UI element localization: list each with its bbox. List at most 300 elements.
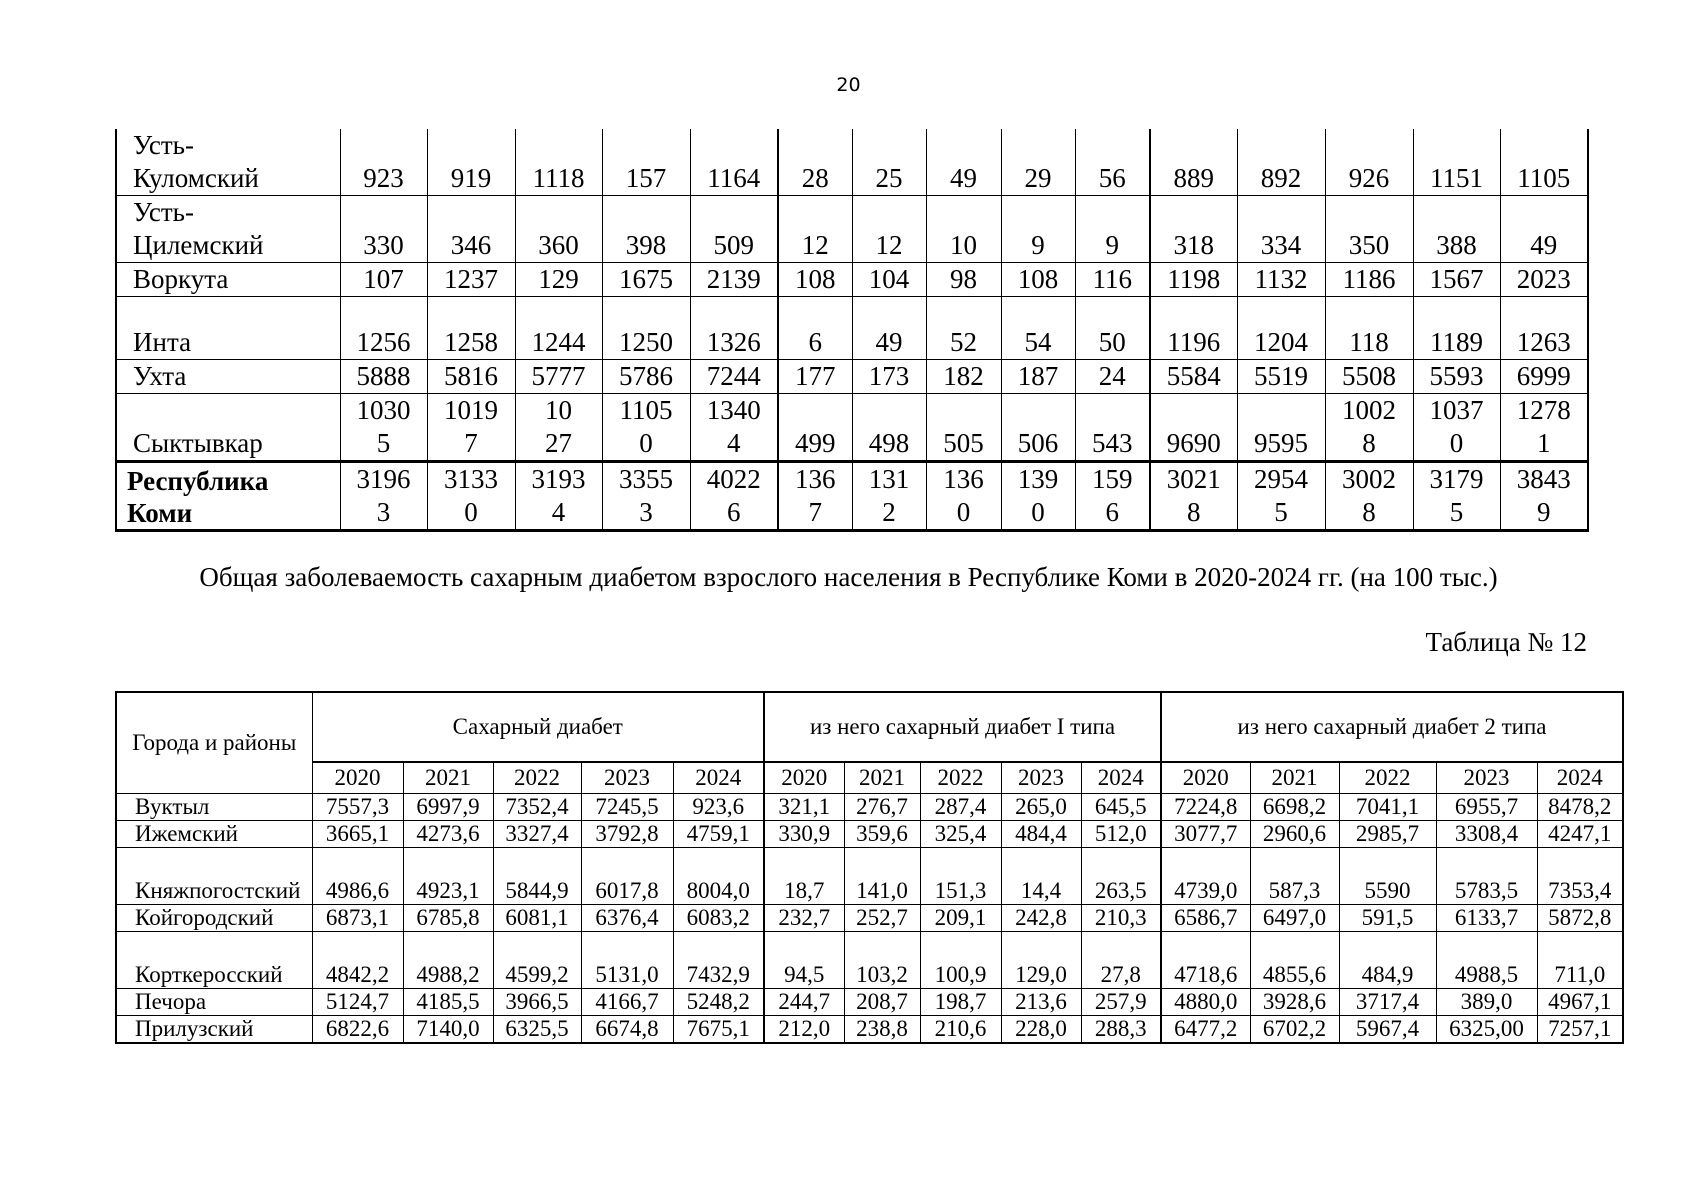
table-cell: 6698,2 <box>1250 794 1339 821</box>
cell-value: 1132 <box>1254 264 1308 294</box>
cell-value: 3193 4 <box>531 464 586 527</box>
table-cell: 232,7 <box>764 905 844 932</box>
cell-value: 104 <box>868 264 910 294</box>
table-cell <box>340 462 427 531</box>
table-cell <box>1150 462 1237 531</box>
cell-value: 136 0 <box>943 464 984 527</box>
table-cell <box>340 196 427 263</box>
table-cell <box>852 297 926 360</box>
row-name <box>116 394 340 462</box>
row-name: Печора <box>116 989 312 1016</box>
cell-value: 1105 0 <box>619 395 673 458</box>
cell-value: 5777 <box>531 361 586 391</box>
cell-value: 398 <box>625 230 667 260</box>
table-header-row <box>116 692 1623 762</box>
table-cell: 5872,8 <box>1537 905 1623 932</box>
cell-value: 3179 5 <box>1429 464 1484 527</box>
table-cell <box>852 394 926 462</box>
table-cell: 3717,4 <box>1339 989 1436 1016</box>
table-cell: 4855,6 <box>1250 932 1339 989</box>
table-cell <box>427 360 515 394</box>
table-cell: 6376,4 <box>581 905 673 932</box>
table-cell: 14,4 <box>1001 848 1081 905</box>
cell-value: 1263 <box>1516 327 1571 357</box>
table-cell <box>427 196 515 263</box>
table-cell <box>1075 360 1150 394</box>
year-header: 2021 <box>844 762 920 794</box>
table-cell: 8004,0 <box>673 848 764 905</box>
table-cell <box>852 360 926 394</box>
table-cell <box>1075 196 1150 263</box>
table-cell <box>602 360 690 394</box>
table-cell: 6325,5 <box>493 1016 581 1044</box>
table-cell: 209,1 <box>920 905 1001 932</box>
cell-value: 1237 <box>444 264 498 294</box>
cell-value: 157 <box>625 163 667 193</box>
cell-value: 360 <box>538 230 579 260</box>
cell-value: 1675 <box>619 264 673 294</box>
table-cell <box>1413 263 1500 297</box>
year-header: 2023 <box>1436 762 1537 794</box>
cell-value: 10 <box>950 230 977 260</box>
table-row <box>116 932 1623 989</box>
table-cell <box>1075 462 1150 531</box>
cell-value: 108 <box>795 264 836 294</box>
cell-value: 6999 <box>1516 361 1571 391</box>
table-cell <box>1001 360 1075 394</box>
cell-value: 1118 <box>532 163 585 193</box>
cell-value: 3843 9 <box>1516 464 1571 527</box>
table-cell: 5131,0 <box>581 932 673 989</box>
table-cell <box>1237 360 1325 394</box>
table-cell <box>778 394 852 462</box>
table-cell: 208,7 <box>844 989 920 1016</box>
table-cell <box>1500 263 1588 297</box>
cell-value: 1198 <box>1167 264 1221 294</box>
table-cell: 4166,7 <box>581 989 673 1016</box>
row-name: Вуктыл <box>116 794 312 821</box>
cell-value: 1340 4 <box>706 395 761 458</box>
table-cell <box>778 297 852 360</box>
table-cell: 4880,0 <box>1161 989 1250 1016</box>
table-cell <box>1075 394 1150 462</box>
table-cell <box>340 360 427 394</box>
table-cell: 4842,2 <box>312 932 403 989</box>
cell-value: 506 <box>1017 428 1059 458</box>
table-cell: 512,0 <box>1081 821 1161 848</box>
table-cell: 3665,1 <box>312 821 403 848</box>
cell-value: 12 <box>875 230 903 260</box>
cell-value: 159 6 <box>1092 464 1133 527</box>
cell-value: 177 <box>795 361 836 391</box>
table-continuation <box>115 129 1589 532</box>
table-cell <box>1413 462 1500 531</box>
table-cell <box>515 263 602 297</box>
table-cell: 6785,8 <box>403 905 493 932</box>
table-cell <box>926 462 1001 531</box>
table-cell <box>1325 394 1413 462</box>
row-name <box>116 360 340 394</box>
table-cell <box>1413 196 1500 263</box>
table-row <box>116 989 1623 1016</box>
cell-value: 5508 <box>1342 361 1396 391</box>
table-row <box>116 394 1588 462</box>
cell-value: 505 <box>943 428 984 458</box>
cell-value: 1326 <box>706 327 761 357</box>
table-cell <box>1325 263 1413 297</box>
table-cell <box>1001 297 1075 360</box>
table-cell: 6133,7 <box>1436 905 1537 932</box>
row-name-text: Сыктывкар <box>133 428 263 458</box>
table-cell: 7353,4 <box>1537 848 1623 905</box>
table-cell <box>427 462 515 531</box>
table-cell <box>1237 394 1325 462</box>
table-cell: 4967,1 <box>1537 989 1623 1016</box>
table-cell: 330,9 <box>764 821 844 848</box>
table-cell <box>427 129 515 196</box>
table-cell: 6083,2 <box>673 905 764 932</box>
table-cell <box>778 462 852 531</box>
table-cell: 484,4 <box>1001 821 1081 848</box>
cell-value: 107 <box>363 264 404 294</box>
table-cell: 94,5 <box>764 932 844 989</box>
table-cell <box>1500 462 1588 531</box>
table-row <box>116 794 1623 821</box>
table-cell <box>515 462 602 531</box>
table-row <box>116 1016 1623 1044</box>
table-cell <box>852 196 926 263</box>
table-cell: 6997,9 <box>403 794 493 821</box>
cell-value: 5519 <box>1254 361 1308 391</box>
cell-value: 923 <box>363 163 404 193</box>
row-name: Ижемский <box>116 821 312 848</box>
table-cell: 5844,9 <box>493 848 581 905</box>
table-cell: 2985,7 <box>1339 821 1436 848</box>
row-name <box>116 462 340 531</box>
table-cell <box>1237 297 1325 360</box>
cell-value: 3355 3 <box>619 464 673 527</box>
table-cell: 27,8 <box>1081 932 1161 989</box>
cell-value: 2954 5 <box>1254 464 1308 527</box>
year-header: 2020 <box>1161 762 1250 794</box>
table-cell <box>515 196 602 263</box>
table-cell: 587,3 <box>1250 848 1339 905</box>
table-cell: 4718,6 <box>1161 932 1250 989</box>
cell-value: 29 <box>1024 163 1052 193</box>
cell-value: 12 <box>801 230 829 260</box>
table-cell: 7557,3 <box>312 794 403 821</box>
table-cell: 321,1 <box>764 794 844 821</box>
cell-value: 892 <box>1260 163 1302 193</box>
table-cell: 212,0 <box>764 1016 844 1044</box>
cell-value: 49 <box>1530 230 1558 260</box>
table-row <box>116 129 1588 196</box>
year-header: 2021 <box>1250 762 1339 794</box>
table-cell: 4599,2 <box>493 932 581 989</box>
table-cell: 6325,00 <box>1436 1016 1537 1044</box>
cell-value: 9 <box>1105 230 1119 260</box>
cell-value: 24 <box>1098 361 1126 391</box>
year-header: 2023 <box>581 762 673 794</box>
row-name: Койгородский <box>116 905 312 932</box>
table-years-row <box>116 762 1623 794</box>
row-name-text: Ухта <box>133 361 187 391</box>
table-cell <box>778 263 852 297</box>
table-cell: 151,3 <box>920 848 1001 905</box>
table-cell: 6674,8 <box>581 1016 673 1044</box>
table-cell <box>926 263 1001 297</box>
cell-value: 5584 <box>1166 361 1221 391</box>
page-number: 20 <box>836 74 861 96</box>
cell-value: 136 7 <box>795 464 836 527</box>
table-cell <box>1237 462 1325 531</box>
cell-value: 4022 6 <box>706 464 761 527</box>
cell-value: 3196 3 <box>356 464 411 527</box>
table-cell <box>602 297 690 360</box>
table-cell: 4273,6 <box>403 821 493 848</box>
table-row <box>116 297 1588 360</box>
table-cell <box>515 297 602 360</box>
table-number: Таблица № 12 <box>1425 627 1587 657</box>
table-cell <box>852 263 926 297</box>
table-cell: 288,3 <box>1081 1016 1161 1044</box>
cell-value: 3021 8 <box>1166 464 1221 527</box>
table-cell: 3792,8 <box>581 821 673 848</box>
cell-value: 98 <box>950 264 977 294</box>
table-cell <box>1150 196 1237 263</box>
table-cell: 263,5 <box>1081 848 1161 905</box>
row-name-text: Инта <box>133 327 192 357</box>
table-cell: 210,6 <box>920 1016 1001 1044</box>
cell-value: 1037 0 <box>1429 395 1484 458</box>
table-cell: 389,0 <box>1436 989 1537 1016</box>
table-cell: 276,7 <box>844 794 920 821</box>
cell-value: 49 <box>950 163 977 193</box>
year-header: 2024 <box>673 762 764 794</box>
row-name: Прилузский <box>116 1016 312 1044</box>
table-cell: 7257,1 <box>1537 1016 1623 1044</box>
cell-value: 919 <box>450 163 492 193</box>
cell-value: 388 <box>1436 230 1477 260</box>
cell-value: 5593 <box>1429 361 1484 391</box>
table-cell: 359,6 <box>844 821 920 848</box>
cell-value: 50 <box>1098 327 1126 357</box>
table-cell: 6017,8 <box>581 848 673 905</box>
table-cell <box>1500 129 1588 196</box>
cell-value: 330 <box>363 230 404 260</box>
table-cell <box>926 394 1001 462</box>
cell-value: 173 <box>868 361 910 391</box>
row-name-text: Усть- Цилемский <box>133 197 264 260</box>
table-cell <box>1001 462 1075 531</box>
table-cell <box>1325 196 1413 263</box>
table-row <box>116 905 1623 932</box>
table-cell: 213,6 <box>1001 989 1081 1016</box>
table-cell: 5590 <box>1339 848 1436 905</box>
table-cell: 238,8 <box>844 1016 920 1044</box>
table-cell: 198,7 <box>920 989 1001 1016</box>
table-cell: 591,5 <box>1339 905 1436 932</box>
cell-value: 1164 <box>707 163 761 193</box>
table-cell <box>1075 297 1150 360</box>
cell-value: 28 <box>801 163 829 193</box>
table-cell <box>1325 462 1413 531</box>
table-row <box>116 263 1588 297</box>
row-name: Корткеросский <box>116 932 312 989</box>
row-name-text: Воркута <box>133 264 229 294</box>
table-cell: 6497,0 <box>1250 905 1339 932</box>
header-city: Города и районы <box>116 692 312 794</box>
cell-value: 2139 <box>706 264 761 294</box>
row-name-text: Усть- Куломский <box>133 130 259 193</box>
table-cell: 103,2 <box>844 932 920 989</box>
year-header: 2020 <box>312 762 403 794</box>
table-cell <box>340 297 427 360</box>
cell-value: 926 <box>1348 163 1390 193</box>
table-cell <box>852 462 926 531</box>
table-cell <box>1237 129 1325 196</box>
year-header: 2024 <box>1081 762 1161 794</box>
row-name <box>116 129 340 196</box>
table-cell <box>515 360 602 394</box>
year-header: 2022 <box>1339 762 1436 794</box>
table-cell <box>1500 360 1588 394</box>
table-cell: 6081,1 <box>493 905 581 932</box>
cell-value: 9595 <box>1254 428 1308 458</box>
table-cell: 3327,4 <box>493 821 581 848</box>
table-cell: 228,0 <box>1001 1016 1081 1044</box>
cell-value: 131 2 <box>868 464 910 527</box>
row-name: Княжпогостский <box>116 848 312 905</box>
cell-value: 1002 8 <box>1342 395 1396 458</box>
cell-value: 1250 <box>619 327 673 357</box>
table-row <box>116 821 1623 848</box>
cell-value: 346 <box>450 230 492 260</box>
table-cell: 923,6 <box>673 794 764 821</box>
table-cell: 287,4 <box>920 794 1001 821</box>
year-header: 2023 <box>1001 762 1081 794</box>
cell-value: 10 27 <box>545 395 572 458</box>
cell-value: 509 <box>713 230 754 260</box>
table-cell <box>1413 297 1500 360</box>
cell-value: 1244 <box>531 327 586 357</box>
table-cell <box>1413 360 1500 394</box>
header-group-type2: из него сахарный диабет 2 типа <box>1161 692 1623 762</box>
cell-value: 1019 7 <box>444 395 498 458</box>
table-cell: 6873,1 <box>312 905 403 932</box>
table-cell <box>602 263 690 297</box>
cell-value: 318 <box>1173 230 1214 260</box>
table-cell <box>926 196 1001 263</box>
table-cell: 18,7 <box>764 848 844 905</box>
table-cell <box>1150 297 1237 360</box>
table-cell: 5248,2 <box>673 989 764 1016</box>
cell-value: 498 <box>868 428 910 458</box>
table-cell <box>515 129 602 196</box>
table-cell: 257,9 <box>1081 989 1161 1016</box>
cell-value: 56 <box>1098 163 1126 193</box>
cell-value: 5816 <box>444 361 498 391</box>
table-cell: 484,9 <box>1339 932 1436 989</box>
table-cell <box>690 462 778 531</box>
cell-value: 1278 1 <box>1516 395 1571 458</box>
table-cell: 4988,2 <box>403 932 493 989</box>
table-cell <box>778 196 852 263</box>
cell-value: 3133 0 <box>444 464 498 527</box>
table-cell <box>340 263 427 297</box>
table-cell <box>602 129 690 196</box>
table-cell <box>1001 394 1075 462</box>
table-cell <box>427 297 515 360</box>
table-cell: 4759,1 <box>673 821 764 848</box>
table-cell <box>1325 360 1413 394</box>
year-header: 2022 <box>493 762 581 794</box>
table-cell <box>926 129 1001 196</box>
header-group-diabetes: Сахарный диабет <box>312 692 764 762</box>
table-cell: 7432,9 <box>673 932 764 989</box>
cell-value: 1189 <box>1430 327 1483 357</box>
year-header: 2022 <box>920 762 1001 794</box>
cell-value: 5888 <box>356 361 411 391</box>
cell-value: 543 <box>1092 428 1133 458</box>
table-cell <box>690 394 778 462</box>
table-cell <box>1150 129 1237 196</box>
table-cell <box>602 196 690 263</box>
header-group-type1: из него сахарный диабет I типа <box>764 692 1161 762</box>
cell-value: 9690 <box>1166 428 1221 458</box>
table-cell <box>1237 263 1325 297</box>
table-row <box>116 462 1588 531</box>
table-cell: 645,5 <box>1081 794 1161 821</box>
table-cell: 5967,4 <box>1339 1016 1436 1044</box>
table-cell: 265,0 <box>1001 794 1081 821</box>
cell-value: 1258 <box>444 327 498 357</box>
row-name <box>116 263 340 297</box>
cell-value: 3002 8 <box>1342 464 1396 527</box>
cell-value: 52 <box>950 327 977 357</box>
table-cell: 244,7 <box>764 989 844 1016</box>
table-cell <box>778 129 852 196</box>
row-name-text: Республика Коми <box>127 466 269 528</box>
table-cell: 7352,4 <box>493 794 581 821</box>
table-cell: 7140,0 <box>403 1016 493 1044</box>
table-cell: 4739,0 <box>1161 848 1250 905</box>
table-cell: 3308,4 <box>1436 821 1537 848</box>
year-header: 2021 <box>403 762 493 794</box>
table-cell: 6477,2 <box>1161 1016 1250 1044</box>
cell-value: 889 <box>1173 163 1214 193</box>
table-cell <box>1150 263 1237 297</box>
table-cell: 5783,5 <box>1436 848 1537 905</box>
table-cell: 4986,6 <box>312 848 403 905</box>
table-cell: 3966,5 <box>493 989 581 1016</box>
table-cell: 7245,5 <box>581 794 673 821</box>
cell-value: 25 <box>875 163 903 193</box>
table-cell: 711,0 <box>1537 932 1623 989</box>
year-header: 2020 <box>764 762 844 794</box>
table-cell <box>340 394 427 462</box>
cell-value: 116 <box>1092 264 1132 294</box>
cell-value: 1186 <box>1342 264 1396 294</box>
table-cell <box>690 129 778 196</box>
table-cell <box>690 263 778 297</box>
cell-value: 2023 <box>1516 264 1571 294</box>
table-cell: 129,0 <box>1001 932 1081 989</box>
cell-value: 5786 <box>619 361 673 391</box>
table-cell <box>690 297 778 360</box>
cell-value: 7244 <box>706 361 761 391</box>
table-cell: 4923,1 <box>403 848 493 905</box>
